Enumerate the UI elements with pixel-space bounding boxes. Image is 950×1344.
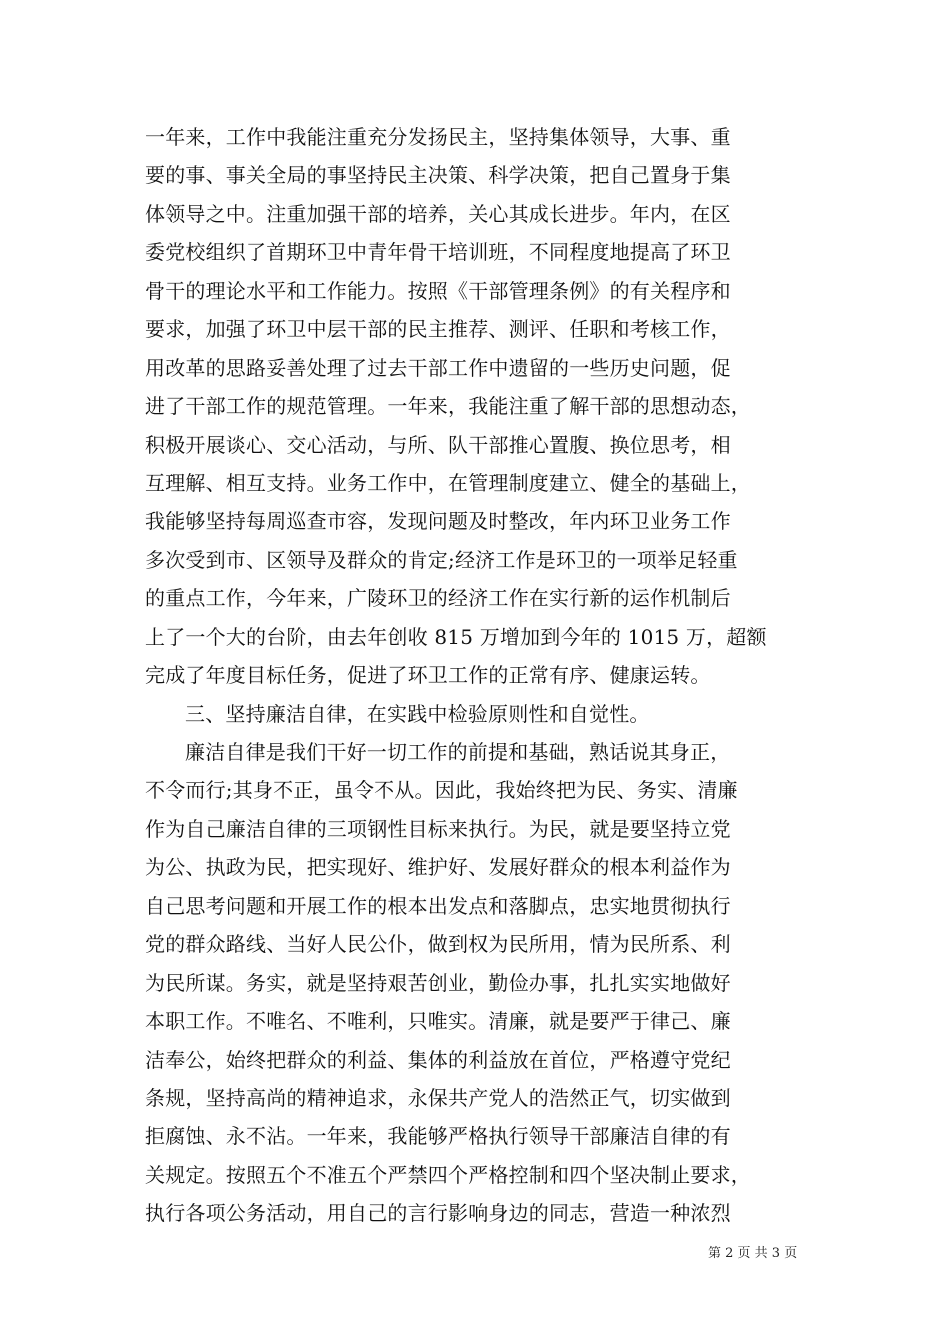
- text-line: 条规，坚持高尚的精神追求，永保共产党人的浩然正气，切实做到: [145, 1085, 731, 1110]
- text-line: 作为自己廉洁自律的三项钢性目标来执行。为民，就是要坚持立党: [145, 816, 731, 841]
- text-line: 为公、执政为民，把实现好、维护好、发展好群众的根本利益作为: [145, 855, 731, 880]
- text-line: 本职工作。不唯名、不唯利，只唯实。清廉，就是要严于律己、廉: [145, 1009, 731, 1034]
- text-line: 为民所谋。务实，就是坚持艰苦创业，勤俭办事，扎扎实实地做好: [145, 970, 731, 995]
- text-line: 完成了年度目标任务，促进了环卫工作的正常有序、健康运转。: [145, 663, 711, 688]
- text-line: 我能够坚持每周巡查市容，发现问题及时整改，年内环卫业务工作: [145, 509, 731, 534]
- text-line: 党的群众路线、当好人民公仆，做到权为民所用，情为民所系、利: [145, 932, 731, 957]
- text-line: 要求，加强了环卫中层干部的民主推荐、测评、任职和考核工作，: [145, 317, 731, 342]
- text-line: 一年来，工作中我能注重充分发扬民主，坚持集体领导，大事、重: [145, 125, 731, 149]
- text-line: 廉洁自律是我们干好一切工作的前提和基础，熟话说其身正，: [185, 740, 731, 764]
- page-number-footer: 第 2 页 共 3 页: [708, 1246, 798, 1261]
- text-line: 洁奉公，始终把群众的利益、集体的利益放在首位，严格遵守党纪: [145, 1047, 731, 1072]
- text-line: 体领导之中。注重加强干部的培养，关心其成长进步。年内，在区: [145, 201, 731, 226]
- text-line: 自己思考问题和开展工作的根本出发点和落脚点，忠实地贯彻执行: [145, 893, 731, 918]
- text-line: 多次受到市、区领导及群众的肯定;经济工作是环卫的一项举足轻重: [145, 547, 738, 572]
- text-line: 进了干部工作的规范管理。一年来，我能注重了解干部的思想动态，: [145, 394, 751, 419]
- text-line: 拒腐蚀、永不沾。一年来，我能够严格执行领导干部廉洁自律的有: [145, 1124, 731, 1149]
- text-line: 用改革的思路妥善处理了过去干部工作中遗留的一些历史问题，促: [145, 355, 731, 380]
- text-line: 执行各项公务活动，用自己的言行影响身边的同志，营造一种浓烈: [145, 1201, 731, 1226]
- text-line: 要的事、事关全局的事坚持民主决策、科学决策，把自己置身于集: [145, 163, 731, 188]
- text-line: 互理解、相互支持。业务工作中，在管理制度建立、健全的基础上，: [145, 470, 751, 495]
- body-text: [145, 118, 825, 1233]
- text-line: 积极开展谈心、交心活动，与所、队干部推心置腹、换位思考，相: [145, 432, 731, 457]
- text-line: 骨干的理论水平和工作能力。按照《干部管理条例》的有关程序和: [145, 278, 731, 303]
- text-line: 关规定。按照五个不准五个严禁四个严格控制和四个坚决制止要求，: [145, 1162, 751, 1187]
- text-line: 的重点工作，今年来，广陵环卫的经济工作在实行新的运作机制后: [145, 586, 731, 611]
- text-line: 不令而行;其身不正，虽令不从。因此，我始终把为民、务实、清廉: [145, 778, 738, 803]
- text-line: 委党校组织了首期环卫中青年骨干培训班，不同程度地提高了环卫: [145, 240, 731, 265]
- text-line: 上了一个大的台阶，由去年创收 815 万增加到今年的 1015 万，超额: [145, 624, 767, 649]
- section-heading: 三、坚持廉洁自律，在实践中检验原则性和自觉性。: [185, 701, 650, 726]
